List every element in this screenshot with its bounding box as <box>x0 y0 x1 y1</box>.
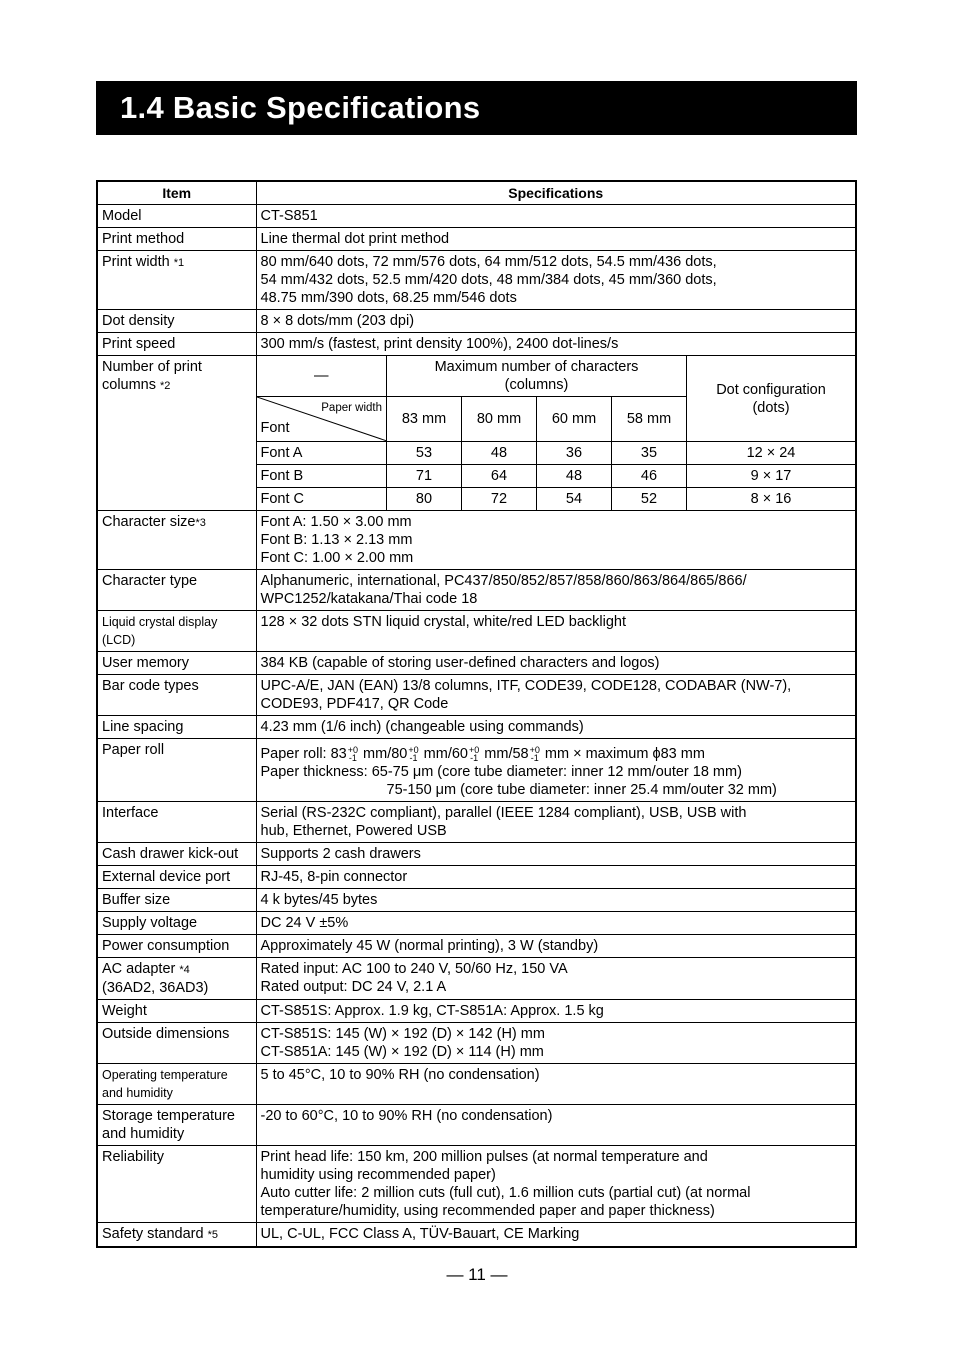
footnote-ref: *1 <box>173 257 185 269</box>
table-row <box>97 251 856 310</box>
row-label: Character size*3 <box>97 511 256 570</box>
row-value: -20 to 60°C, 10 to 90% RH (no condensation) <box>256 1105 856 1146</box>
table-row <box>97 310 856 333</box>
font-row: Font C 80 72 54 52 8 × 16 <box>257 488 856 511</box>
diagonal-header <box>257 397 387 442</box>
table-row <box>97 1064 856 1105</box>
table-row <box>97 675 856 716</box>
table-row <box>97 935 856 958</box>
table-row <box>97 1023 856 1064</box>
width-header: 60 mm <box>537 397 612 442</box>
row-value: Alphanumeric, international, PC437/850/852/857/858/860/863/864/865/866/ WPC1252/katakana/Thai code 18 <box>256 570 856 611</box>
row-label: External device port <box>97 866 256 889</box>
spec-table <box>96 180 857 1248</box>
table-row <box>97 1000 856 1023</box>
spec-header: Specifications <box>256 181 856 205</box>
table-row <box>97 228 856 251</box>
table-row <box>97 1146 856 1223</box>
row-value: Font A: 1.50 × 3.00 mm Font B: 1.13 × 2.13 mm Font C: 1.00 × 2.00 mm <box>256 511 856 570</box>
row-label: Safety standard *5 <box>97 1223 256 1248</box>
dot-config-header: Dot configuration (dots) <box>687 356 856 442</box>
max-chars-header: Maximum number of characters (columns) <box>387 356 687 397</box>
table-row <box>97 356 856 511</box>
row-label: Operating temperature and humidity <box>97 1064 256 1105</box>
row-value: Line thermal dot print method <box>256 228 856 251</box>
row-value: DC 24 V ±5% <box>256 912 856 935</box>
row-label: Interface <box>97 802 256 843</box>
row-value: 8 × 8 dots/mm (203 dpi) <box>256 310 856 333</box>
table-row <box>97 889 856 912</box>
row-value: Approximately 45 W (normal printing), 3 W (standby) <box>256 935 856 958</box>
row-label: Print method <box>97 228 256 251</box>
paper-width-label: Paper width <box>321 402 382 414</box>
row-label: Print width *1 <box>97 251 256 310</box>
row-label: Weight <box>97 1000 256 1023</box>
width-header: 58 mm <box>612 397 687 442</box>
row-label: Liquid crystal display (LCD) <box>97 611 256 652</box>
table-row <box>97 333 856 356</box>
row-label: Cash drawer kick-out <box>97 843 256 866</box>
font-row: Font A 53 48 36 35 12 × 24 <box>257 442 856 465</box>
columns-table <box>257 356 856 510</box>
table-row <box>97 716 856 739</box>
row-label: Power consumption <box>97 935 256 958</box>
item-header: Item <box>97 181 256 205</box>
footnote-ref: *2 <box>160 380 171 392</box>
dash-cell: — <box>257 356 387 397</box>
row-label: Number of print columns *2 <box>97 356 256 511</box>
row-label: Bar code types <box>97 675 256 716</box>
table-row <box>97 205 856 228</box>
table-header-row <box>97 181 856 205</box>
row-value: 300 mm/s (fastest, print density 100%), 2400 dot-lines/s <box>256 333 856 356</box>
section-title: 1.4 Basic Specifications <box>120 90 481 125</box>
row-label: Model <box>97 205 256 228</box>
table-row <box>97 611 856 652</box>
columns-table-cell <box>256 356 856 511</box>
row-label: Print speed <box>97 333 256 356</box>
table-row <box>97 511 856 570</box>
row-label: User memory <box>97 652 256 675</box>
row-value: UPC-A/E, JAN (EAN) 13/8 columns, ITF, CODE39, CODE128, CODABAR (NW-7), CODE93, PDF417, QR Code <box>256 675 856 716</box>
row-label: Outside dimensions <box>97 1023 256 1064</box>
table-row <box>97 802 856 843</box>
row-label: Reliability <box>97 1146 256 1223</box>
row-label: Paper roll <box>97 739 256 802</box>
width-header: 80 mm <box>462 397 537 442</box>
row-value: 5 to 45°C, 10 to 90% RH (no condensation) <box>256 1064 856 1105</box>
row-value: 4.23 mm (1/6 inch) (changeable using commands) <box>256 716 856 739</box>
row-value: 128 × 32 dots STN liquid crystal, white/red LED backlight <box>256 611 856 652</box>
row-value: 384 KB (capable of storing user-defined characters and logos) <box>256 652 856 675</box>
table-row <box>97 652 856 675</box>
row-value: CT-S851S: Approx. 1.9 kg, CT-S851A: Approx. 1.5 kg <box>256 1000 856 1023</box>
row-label: Supply voltage <box>97 912 256 935</box>
row-label: Dot density <box>97 310 256 333</box>
row-value: Paper roll: 83+0 -1 mm/80+0 -1 mm/60+0 -1 mm/58+0 -1 mm × maximum ϕ83 mm Paper thickness: 65-75 μm (core tube diameter: inner 12 mm/outer 18 mm) 75-150 μm (core tube diameter: inner 25.4 mm/outer 32 mm) <box>256 739 856 802</box>
section-title-bar <box>96 81 857 135</box>
row-label: Line spacing <box>97 716 256 739</box>
row-value: RJ-45, 8-pin connector <box>256 866 856 889</box>
footnote-ref: *3 <box>195 517 206 529</box>
table-row <box>97 1223 856 1248</box>
row-value: CT-S851 <box>256 205 856 228</box>
footnote-ref: *5 <box>207 1229 219 1241</box>
table-row <box>97 912 856 935</box>
row-value: 80 mm/640 dots, 72 mm/576 dots, 64 mm/512 dots, 54.5 mm/436 dots, 54 mm/432 dots, 52.5 mm/420 dots, 48 mm/384 dots, 45 mm/360 dots, 48.75 mm/390 dots, 68.25 mm/546 dots <box>256 251 856 310</box>
table-row <box>97 739 856 802</box>
row-value: Rated input: AC 100 to 240 V, 50/60 Hz, 150 VA Rated output: DC 24 V, 2.1 A <box>256 958 856 1000</box>
table-row <box>97 570 856 611</box>
font-row: Font B 71 64 48 46 9 × 17 <box>257 465 856 488</box>
page-number: — 11 — <box>446 1265 508 1284</box>
table-row <box>97 958 856 1000</box>
row-value: Supports 2 cash drawers <box>256 843 856 866</box>
footnote-ref: *4 <box>179 964 190 976</box>
row-label: Storage temperature and humidity <box>97 1105 256 1146</box>
row-label: Buffer size <box>97 889 256 912</box>
table-row <box>97 866 856 889</box>
row-value: 4 k bytes/45 bytes <box>256 889 856 912</box>
row-label: AC adapter *4 (36AD2, 36AD3) <box>97 958 256 1000</box>
table-row <box>97 1105 856 1146</box>
font-label: Font <box>260 420 290 436</box>
row-value: Serial (RS-232C compliant), parallel (IEEE 1284 compliant), USB, USB with hub, Ethernet, Powered USB <box>256 802 856 843</box>
row-value: CT-S851S: 145 (W) × 192 (D) × 142 (H) mm CT-S851A: 145 (W) × 192 (D) × 114 (H) mm <box>256 1023 856 1064</box>
width-header: 83 mm <box>387 397 462 442</box>
row-value: Print head life: 150 km, 200 million pulses (at normal temperature and humidity using recommended paper) Auto cutter life: 2 million cuts (full cut), 1.6 million cuts (partial cut) (at normal temperature/humidity, using recommended paper and paper thickness) <box>256 1146 856 1223</box>
row-value: UL, C-UL, FCC Class A, TÜV-Bauart, CE Marking <box>256 1223 856 1248</box>
table-row <box>97 843 856 866</box>
row-label: Character type <box>97 570 256 611</box>
